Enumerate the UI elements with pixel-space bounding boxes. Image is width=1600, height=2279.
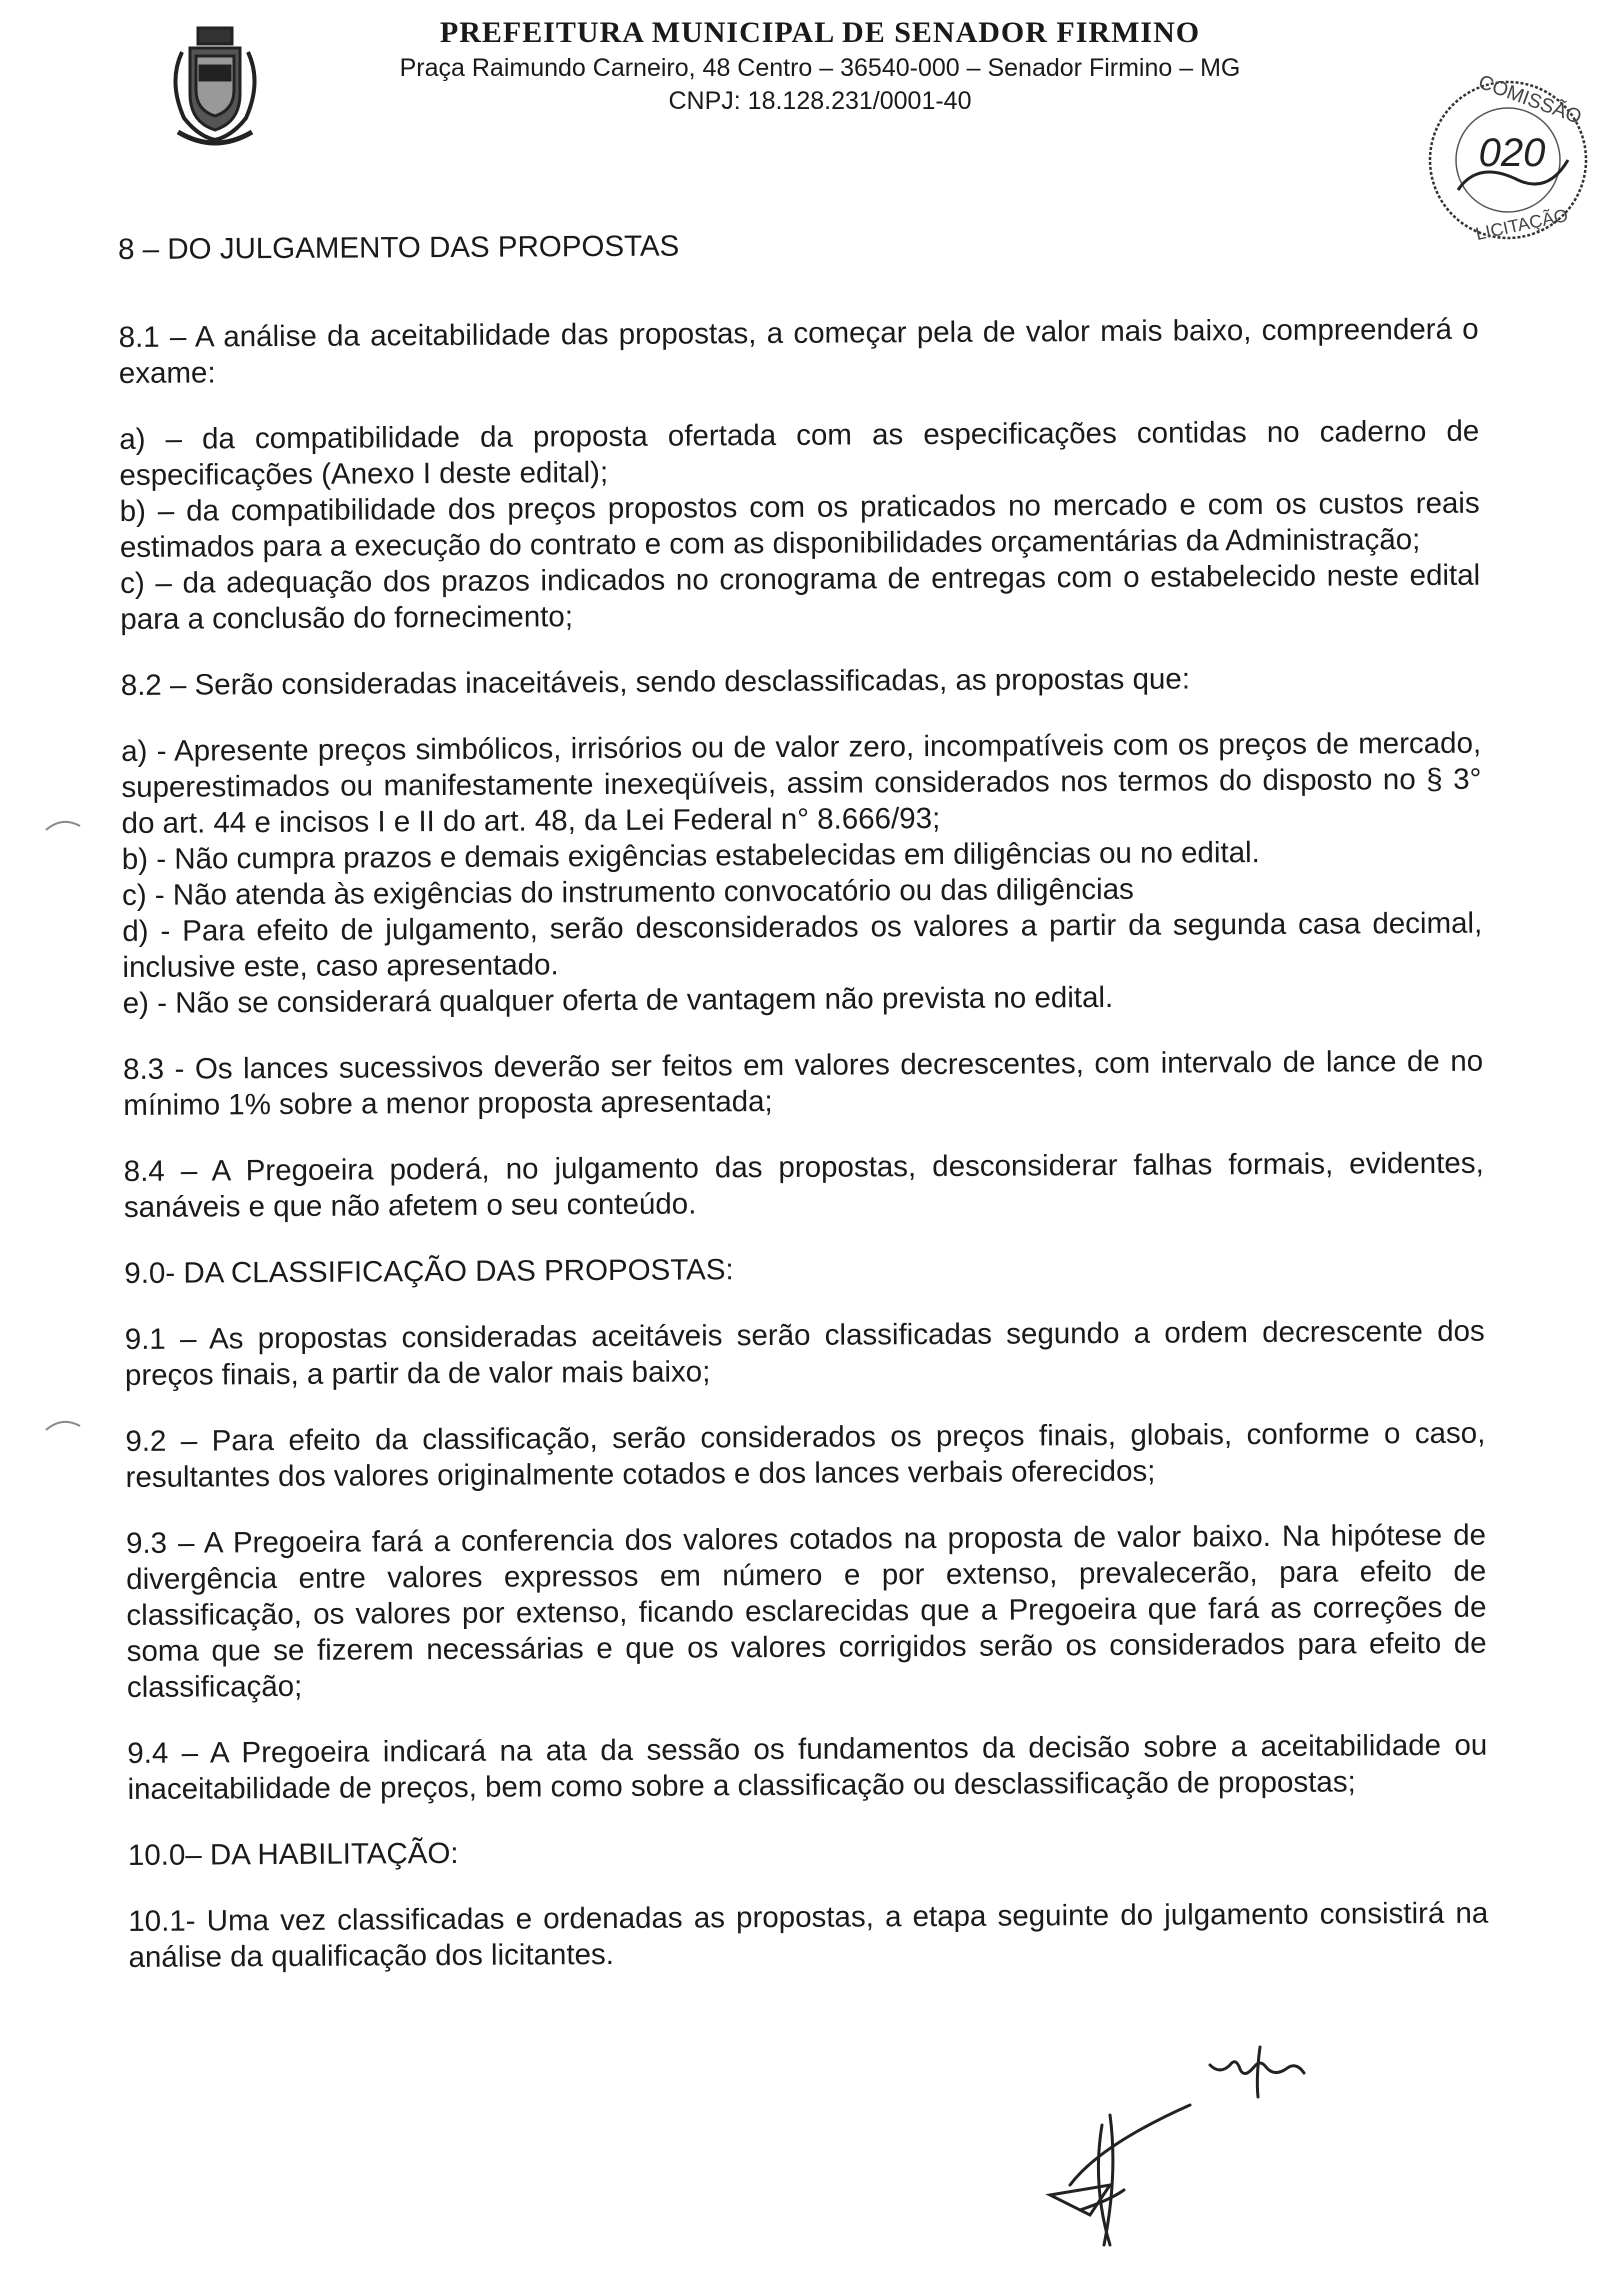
organization-cnpj: CNPJ: 18.128.231/0001-40 [668, 86, 972, 115]
clause-8-2-a: a) - Apresente preços simbólicos, irrisórios ou de valor zero, incompatíveis com os preços de mercado, superestimados ou manifestamente inexeqüíveis, assim considerados nos termos do disposto no § 3° do art. 44 e incisos I e II do art. 48, da Lei Federal n° 8.666/93; [121, 726, 1482, 840]
clause-8-3: 8.3 - Os lances sucessivos deverão ser feitos em valores decrescentes, com intervalo de lance de no mínimo 1% sobre a menor proposta apresentada; [123, 1044, 1484, 1122]
margin-mark-icon [44, 1418, 84, 1432]
clause-8-1-a: a) – da compatibilidade da proposta ofertada com as especificações contidas no caderno de especificações (Anexo I deste edital); [119, 414, 1480, 492]
organization-name: PREFEITURA MUNICIPAL DE SENADOR FIRMINO [439, 16, 1201, 49]
letterhead [340, 16, 1300, 117]
clause-10-1: 10.1- Uma vez classificadas e ordenadas as propostas, a etapa seguinte do julgamento consistirá na análise da qualificação dos licitantes. [128, 1896, 1489, 1974]
section-8-heading: 8 – DO JULGAMENTO DAS PROPOSTAS [118, 229, 680, 266]
document-body [118, 224, 1489, 1976]
clause-8-1-b: b) – da compatibilidade dos preços propostos com os praticados no mercado e com os custos reais estimados para a execução do contrato e com as disponibilidades orçamentárias da Administração; [119, 486, 1480, 564]
clause-8-2-e: e) - Não se considerará qualquer oferta de vantagem não prevista no edital. [122, 980, 1114, 1020]
svg-text:020: 020 [1478, 131, 1546, 175]
clause-8-2-b: b) - Não cumpra prazos e demais exigências estabelecidas em diligências ou no edital. [121, 836, 1260, 876]
signature-initials-icon [1010, 2035, 1430, 2255]
clause-8-2-c: c) - Não atenda às exigências do instrumento convocatório ou das diligências [121, 872, 1134, 912]
clause-9-4: 9.4 – A Pregoeira indicará na ata da sessão os fundamentos da decisão sobre a aceitabilidade ou inaceitabilidade de preços, bem como sobre a classificação ou desclassificação de propostas; [127, 1728, 1488, 1806]
svg-text:LICITAÇÃO: LICITAÇÃO [1473, 205, 1570, 245]
section-9-heading: 9.0- DA CLASSIFICAÇÃO DAS PROPOSTAS: [124, 1253, 734, 1290]
municipal-crest-icon [160, 22, 270, 152]
clause-9-3: 9.3 – A Pregoeira fará a conferencia dos valores cotados na proposta de valor baixo. Na hipótese de divergência entre valores expressos em número e por extenso, prevalecerão, para efeito de classificação, os valores por extenso, ficando esclarecidas que a Pregoeira que fará as correções de soma que se fizerem necessárias e que os valores corrigidos serão os considerados para efeito de classificação; [125, 1518, 1487, 1704]
section-10-heading: 10.0– DA HABILITAÇÃO: [127, 1836, 459, 1872]
clause-8-1: 8.1 – A análise da aceitabilidade das propostas, a começar pela de valor mais baixo, compreenderá o exame: [118, 312, 1479, 390]
margin-mark-icon [44, 818, 84, 832]
clause-8-2-d: d) - Para efeito de julgamento, serão desconsiderados os valores a partir da segunda casa decimal, inclusive este, caso apresentado. [122, 906, 1483, 984]
clause-8-1-c: c) – da adequação dos prazos indicados no cronograma de entregas com o estabelecido neste edital para a conclusão do fornecimento; [120, 558, 1481, 636]
organization-address: Praça Raimundo Carneiro, 48 Centro – 36540-000 – Senador Firmino – MG [399, 53, 1241, 82]
svg-text:COMISSÃO: COMISSÃO [1475, 71, 1585, 129]
clause-9-2: 9.2 – Para efeito da classificação, serão considerados os preços finais, globais, conforme o caso, resultantes dos valores originalmente cotados e dos lances verbais oferecidos; [125, 1416, 1486, 1494]
clause-9-1: 9.1 – As propostas consideradas aceitáveis serão classificadas segundo a ordem decrescente dos preços finais, a partir da de valor mais baixo; [124, 1314, 1485, 1392]
clause-8-4: 8.4 – A Pregoeira poderá, no julgamento das propostas, desconsiderar falhas formais, evidentes, sanáveis e que não afetem o seu conteúdo. [123, 1146, 1484, 1224]
clause-8-2: 8.2 – Serão consideradas inaceitáveis, sendo desclassificadas, as propostas que: [120, 662, 1191, 702]
